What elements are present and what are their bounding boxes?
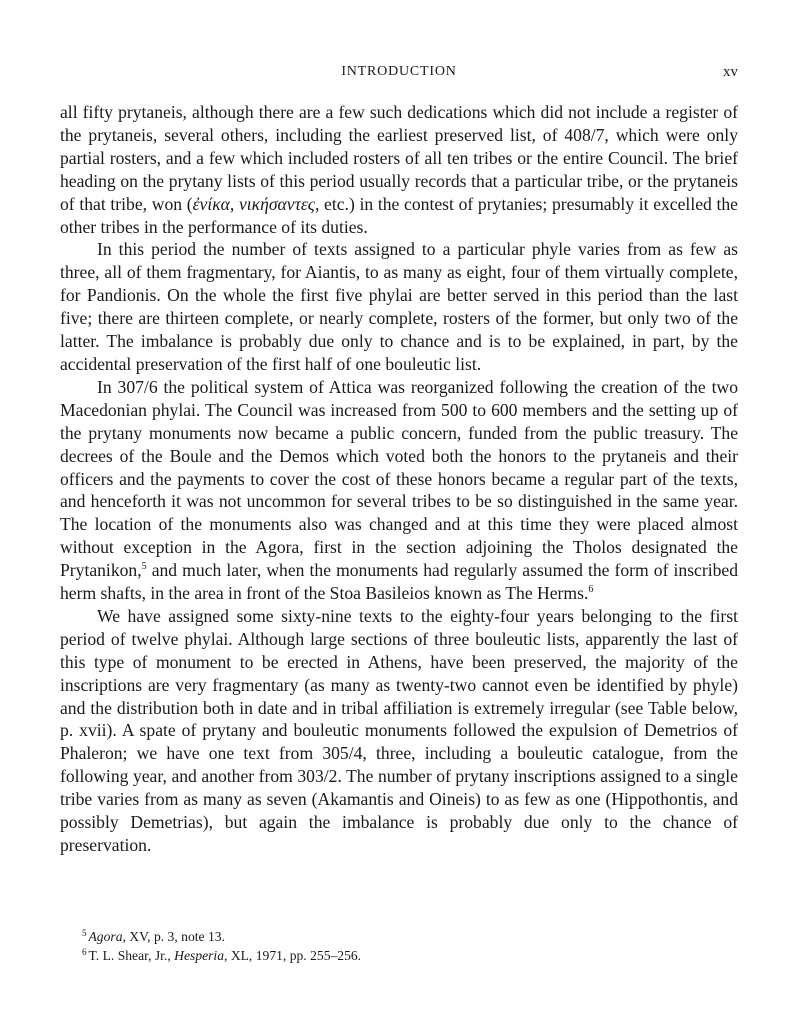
footnote-5 [60, 928, 738, 947]
footnote-6 [60, 947, 738, 966]
footnote-italic: Hesperia [174, 947, 225, 963]
footnote-italic: Agora [88, 929, 123, 944]
paragraph-1-text-b: , etc.) in the contest of prytanies; presumably it excelled the other tribes in the performance of its duties. [60, 193, 738, 237]
greek-terms: ἐνίκα, νικήσαντες [192, 193, 315, 214]
footnote-ref-5: 5 [141, 561, 147, 573]
paragraph-1 [60, 101, 738, 238]
paragraph-3-text-a: In 307/6 the political system of Attica was reorganized following the creation of the two Macedonian phylai. The Council was increased from 500 to 600 members and the setting up of the prytany monuments now became a public concern, funded from the public treasury. The decrees of the Boule and the Demos which voted both the honors to the prytaneis and their officers and the payments to cover the cost of these honors became a regular part of the texts, and henceforth it was not uncommon for several tribes to be so distinguished in the same year. The location of the monuments also was changed and at this time they were placed almost without exception in the Agora, first in the section adjoining the Tholos designated the Prytanikon, [60, 376, 738, 581]
footnotes [60, 928, 738, 965]
footnote-mark: 5 [82, 928, 87, 938]
paragraph-4: We have assigned some sixty-nine texts to the eighty-four years belonging to the first period of twelve phylai. Although large sections of three bouleutic lists, apparently the last of this type of monument to be erected in Athens, have been preserved, the majority of the inscriptions are very fragmentary (as many as twenty-two cannot even be identified by phyle) and the distribution both in date and in tribal affiliation is extremely irregular (see Table below, p. xvii). A spate of prytany and bouleutic monuments followed the expulsion of Demetrios of Phaleron; we have one text from 305/4, three, including a bouleutic catalogue, from the following year, and another from 303/2. The number of prytany inscriptions assigned to a single tribe varies from as many as seven (Akamantis and Oineis) to as few as one (Hippothontis, and possibly Demetrias), but again the imbalance is probably due only to the chance of preservation. [60, 605, 738, 855]
running-head [60, 64, 738, 84]
footnote-text: , XL, 1971, pp. 255–256. [224, 947, 362, 963]
running-title: INTRODUCTION [341, 64, 457, 79]
paragraph-3 [60, 376, 738, 605]
paragraph-3-text-b: and much later, when the monuments had regularly assumed the form of inscribed herm shafts, in the area in front of the Stoa Basileios known as The Herms. [60, 560, 738, 604]
paragraph-2: In this period the number of texts assigned to a particular phyle varies from as few as three, all of them fragmentary, for Aiantis, to as many as eight, four of them virtually complete, for Pandionis. On the whole the first five phylai are better served in this period than the last five; there are thirteen complete, or nearly complete, rosters of the former, but only two of the latter. The imbalance is probably due only to chance and is to be explained, in part, by the accidental preservation of the first half of one bouleutic list. [60, 239, 738, 374]
page-number: xv [723, 64, 738, 80]
footnote-text: , XV, p. 3, note 13. [122, 929, 225, 944]
footnote-author: T. L. Shear, Jr., [88, 947, 175, 963]
paragraph-1-text-a: all fifty prytaneis, although there are a few such dedications which did not include a register of the prytaneis, several others, including the earliest preserved list, of 408/7, which were only partial rosters, and a few which included rosters of all ten tribes or the entire Council. The brief heading on the prytany lists of this period usually records that a particular tribe, or the prytaneis of that tribe, won ( [60, 102, 738, 214]
body-text [60, 101, 738, 857]
footnote-mark: 6 [82, 946, 87, 957]
footnote-ref-6: 6 [588, 584, 594, 596]
